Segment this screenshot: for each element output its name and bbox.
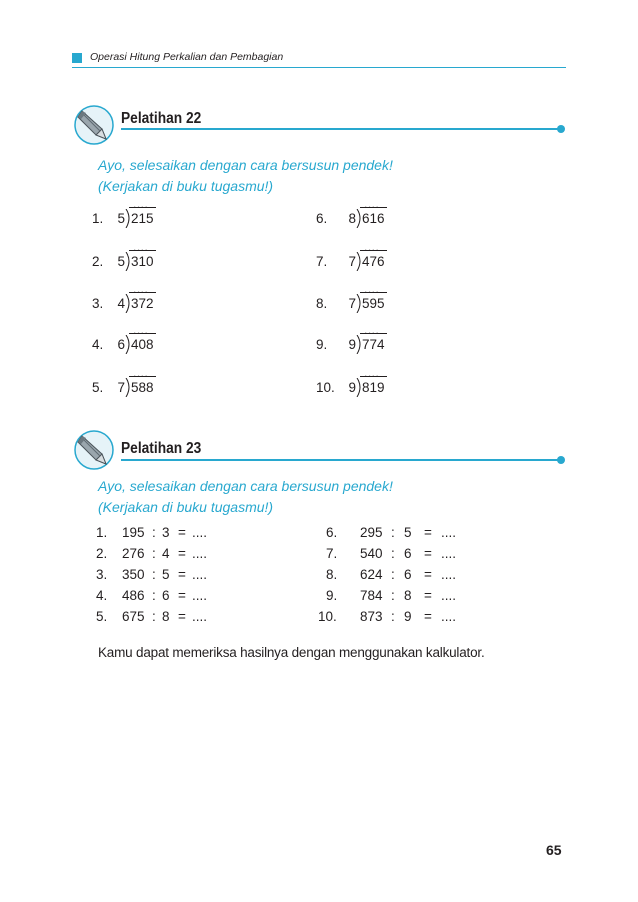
- answer-blank: ....: [192, 609, 208, 624]
- division-row: [0, 588, 600, 608]
- division-row: [0, 609, 600, 629]
- equals-sign: =: [178, 588, 186, 603]
- answer-blank: ....: [133, 240, 149, 254]
- divisor: 7: [117, 380, 125, 395]
- operator: :: [391, 567, 395, 582]
- divisor: 5: [117, 254, 125, 269]
- equals-sign: =: [178, 546, 186, 561]
- divisor: 8: [162, 609, 170, 624]
- answer-blank: ....: [192, 588, 208, 603]
- problem-number: 8.: [316, 296, 328, 311]
- dividend: 675: [122, 609, 145, 624]
- divisor: 9: [348, 337, 356, 352]
- divisor: 8: [348, 211, 356, 226]
- long-division-problem: [92, 197, 212, 237]
- operator: :: [152, 525, 156, 540]
- dividend: 774: [362, 337, 385, 352]
- divisor: 6: [404, 546, 412, 561]
- problem-number: 9.: [316, 337, 328, 352]
- divisor: 4: [162, 546, 170, 561]
- equals-sign: =: [178, 567, 186, 582]
- equals-sign: =: [178, 525, 186, 540]
- division-row: [0, 525, 600, 545]
- item-number: 9.: [326, 588, 338, 603]
- divisor: 9: [404, 609, 412, 624]
- dividend: 476: [362, 254, 385, 269]
- operator: :: [152, 609, 156, 624]
- answer-blank: ....: [133, 366, 149, 380]
- operator: :: [391, 588, 395, 603]
- problem-number: 6.: [316, 211, 328, 226]
- answer-blank: ....: [192, 525, 208, 540]
- divisor: 3: [162, 525, 170, 540]
- long-division-problem: [316, 240, 436, 280]
- header-square-marker: [72, 53, 82, 63]
- instruction-23-line1: Ayo, selesaikan dengan cara bersusun pendek!: [98, 478, 393, 494]
- answer-blank: ....: [133, 282, 149, 296]
- long-division-problem: [92, 240, 212, 280]
- divisor: 6: [404, 567, 412, 582]
- operator: :: [391, 525, 395, 540]
- answer-blank: ....: [364, 197, 380, 211]
- dividend: 540: [360, 546, 383, 561]
- item-number: 10.: [318, 609, 337, 624]
- section-23-rule: [121, 459, 561, 461]
- divisor: 6: [117, 337, 125, 352]
- answer-blank: ....: [441, 609, 457, 624]
- divisor: 6: [162, 588, 170, 603]
- dividend: 408: [131, 337, 154, 352]
- item-number: 8.: [326, 567, 338, 582]
- item-number: 7.: [326, 546, 338, 561]
- dividend: 588: [131, 380, 154, 395]
- calculator-note: Kamu dapat memeriksa hasilnya dengan menggunakan kalkulator.: [98, 645, 485, 660]
- long-division-problem: [316, 323, 436, 363]
- dividend: 350: [122, 567, 145, 582]
- section-22-rule: [121, 128, 561, 130]
- answer-blank: ....: [364, 323, 380, 337]
- answer-blank: ....: [192, 546, 208, 561]
- problem-number: 3.: [92, 296, 104, 311]
- long-division-problem: [316, 282, 436, 322]
- equals-sign: =: [424, 546, 432, 561]
- section-23-rule-dot: [557, 456, 565, 464]
- divisor: 8: [404, 588, 412, 603]
- problem-number: 1.: [92, 211, 104, 226]
- answer-blank: ....: [441, 546, 457, 561]
- long-division-problem: [92, 323, 212, 363]
- dividend: 784: [360, 588, 383, 603]
- header-rule: [72, 67, 566, 68]
- dividend: 873: [360, 609, 383, 624]
- answer-blank: ....: [364, 240, 380, 254]
- dividend: 195: [122, 525, 145, 540]
- answer-blank: ....: [192, 567, 208, 582]
- equals-sign: =: [178, 609, 186, 624]
- item-number: 2.: [96, 546, 108, 561]
- section-title-pelatihan-23: Pelatihan 23: [121, 440, 202, 457]
- operator: :: [391, 609, 395, 624]
- operator: :: [152, 588, 156, 603]
- problem-number: 5.: [92, 380, 104, 395]
- equals-sign: =: [424, 567, 432, 582]
- running-header-title: Operasi Hitung Perkalian dan Pembagian: [90, 51, 284, 63]
- dividend: 616: [362, 211, 385, 226]
- equals-sign: =: [424, 525, 432, 540]
- dividend: 295: [360, 525, 383, 540]
- dividend: 595: [362, 296, 385, 311]
- problem-number: 2.: [92, 254, 104, 269]
- long-division-problem: [92, 282, 212, 322]
- item-number: 4.: [96, 588, 108, 603]
- answer-blank: ....: [441, 588, 457, 603]
- divisor: 5: [404, 525, 412, 540]
- answer-blank: ....: [364, 366, 380, 380]
- division-row: [0, 546, 600, 566]
- item-number: 6.: [326, 525, 338, 540]
- dividend: 276: [122, 546, 145, 561]
- instruction-23-line2: (Kerjakan di buku tugasmu!): [98, 499, 274, 515]
- equals-sign: =: [424, 609, 432, 624]
- page-number: 65: [546, 842, 562, 858]
- answer-blank: ....: [133, 197, 149, 211]
- problem-number: 4.: [92, 337, 104, 352]
- division-row: [0, 567, 600, 587]
- long-division-problem: [92, 366, 212, 406]
- divisor: 4: [117, 296, 125, 311]
- operator: :: [152, 546, 156, 561]
- instruction-22-line1: Ayo, selesaikan dengan cara bersusun pendek!: [98, 157, 393, 173]
- operator: :: [152, 567, 156, 582]
- dividend: 372: [131, 296, 154, 311]
- divisor: 5: [162, 567, 170, 582]
- equals-sign: =: [424, 588, 432, 603]
- answer-blank: ....: [441, 567, 457, 582]
- dividend: 486: [122, 588, 145, 603]
- operator: :: [391, 546, 395, 561]
- answer-blank: ....: [441, 525, 457, 540]
- long-division-problem: [316, 366, 436, 406]
- section-22-rule-dot: [557, 125, 565, 133]
- problem-number: 7.: [316, 254, 328, 269]
- section-title-pelatihan-22: Pelatihan 22: [121, 110, 202, 127]
- dividend: 624: [360, 567, 383, 582]
- instruction-22-line2: (Kerjakan di buku tugasmu!): [98, 178, 274, 194]
- problem-number: 10.: [316, 380, 335, 395]
- dividend: 819: [362, 380, 385, 395]
- answer-blank: ....: [133, 323, 149, 337]
- dividend: 310: [131, 254, 154, 269]
- divisor: 7: [348, 296, 356, 311]
- item-number: 5.: [96, 609, 108, 624]
- answer-blank: ....: [364, 282, 380, 296]
- dividend: 215: [131, 211, 154, 226]
- divisor: 7: [348, 254, 356, 269]
- pencil-icon: [72, 428, 116, 472]
- pencil-icon: [72, 103, 116, 147]
- item-number: 1.: [96, 525, 108, 540]
- long-division-problem: [316, 197, 436, 237]
- divisor: 5: [117, 211, 125, 226]
- divisor: 9: [348, 380, 356, 395]
- item-number: 3.: [96, 567, 108, 582]
